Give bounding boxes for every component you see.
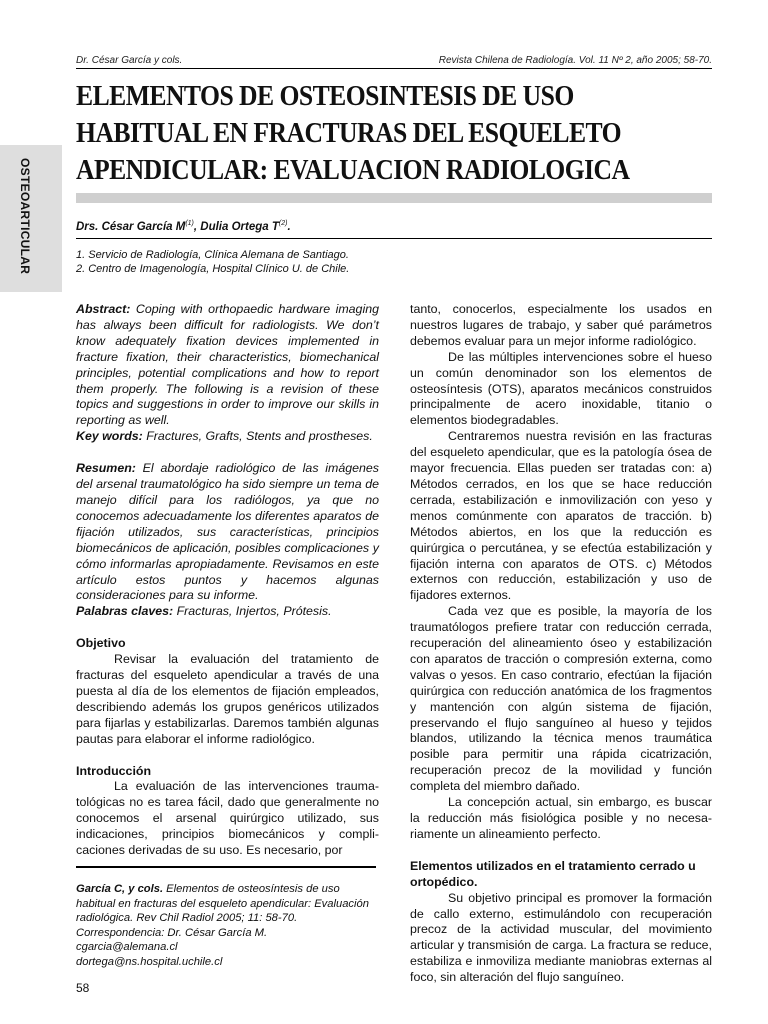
introduccion-heading: Introducción (76, 763, 152, 778)
correspondence: Correspondencia: Dr. César García M. (76, 926, 268, 939)
body-paragraph: Centraremos nuestra revisión en las fracturas del esqueleto apendicular, que es la patología ósea de mayor frecuencia. Ellas pueden ser tratadas con: a) Métodos cerrados, en los que se hace reducción cerrada, estabilización e inmovilización con yeso y menos comúnmente con aparatos de tracción. b) Métodos abiertos, en los que la reducción es quirúrgica o percutánea, y se efectúa estabilización y fijación interna con aparatos de OTS. c) Métodos externos con reducción, estabilización y uso de fijadores externos. (410, 429, 712, 603)
author-2: Dulia Ortega T (200, 220, 279, 233)
keywords-label: Key words: (76, 429, 143, 444)
palabras-text: Fracturas, Injertos, Prótesis. (173, 604, 332, 619)
palabras-block (76, 604, 379, 620)
article-title: ELEMENTOS DE OSTEOSINTESIS DE USO HABITUAL EN FRACTURAS DEL ESQUELETO APENDICULAR: EVALUACION RADIOLOGICA (76, 81, 630, 186)
objetivo-heading: Objetivo (76, 636, 126, 651)
abstract-label: Abstract: (76, 302, 131, 316)
resumen-block (76, 461, 379, 604)
resumen-text: El abordaje radiológico de las imágenes del arsenal traumatológico ha sido siempre un tema de manejo difícil para los radiólogos, ya que no conocemos adecuadamente los diferentes aparatos de fijación utilizados, sus características, principios biomecánicos de aplicación, posibles complicaciones y cómo informarlas apropiadamente. Revisamos en este artículo estos puntos y hacemos algunas consideraciones para su informe. (76, 461, 379, 603)
page-number: 58 (76, 981, 90, 995)
objetivo-text: Revisar la evaluación del tratamiento de fracturas del esqueleto apendicular a través de una puesta al día de los elementos de fijación empleados, describiendo además los grupos genéricos utilizados para fijarlas y estabilizarlas. Daremos también algunas pautas para elaborar el informe radiológico. (76, 652, 379, 746)
resumen-label: Resumen: (76, 461, 136, 476)
email-1: cgarcia@alemana.cl (76, 941, 178, 953)
abstract-text: Coping with orthopaedic hardware imaging has always been difficult for radiologists. We don’t know adequately fixation devices implemented in fracture fixation, their characteristics, biomechanical principles, potential complications and how to report them properly. The following is a revision of these topics and suggestions in order to improve our skills in reporting as well. (76, 302, 379, 428)
citation-text: Elementos de osteosíntesis de uso habitual en fracturas del esqueleto apendicular: Evaluación radiológica. Rev Chil Radiol 2005; 11: 58-70. (76, 883, 369, 924)
spacer (410, 843, 712, 859)
running-header-journal: Revista Chilena de Radiología. Vol. 11 Nº 2, año 2005; 58-70. (438, 55, 712, 66)
body-paragraph: Su objetivo principal es promover la formación de callo externo, estimulándolo con recuperación precoz de la actividad muscular, del movimiento articular y transmisión de carga. La fractura se reduce, estabiliza e inmoviliza mediante maniobras externas al foco, sin alteración del flujo sanguíneo. (410, 890, 712, 985)
header-rule (76, 68, 712, 69)
email-2: dortega@ns.hospital.uchile.cl (76, 955, 223, 968)
author-1-mark: (1) (185, 220, 194, 227)
body-paragraph: tanto, conocerlos, especialmente los usados en nuestros lugares de trabajo, y saber qué parámetros debemos evaluar para un mejor informe radiológico. (410, 302, 712, 348)
left-column (76, 302, 379, 859)
abstract-block (76, 302, 379, 429)
affiliation-2: 2. Centro de Imagenología, Hospital Clínico U. de Chile. (76, 263, 350, 275)
section-heading-cerrado: Elementos utilizados en el tratamiento cerrado u ortopédico. (410, 858, 696, 889)
right-column (410, 302, 712, 986)
affiliation-1: 1. Servicio de Radiología, Clínica Alemana de Santiago. (76, 249, 349, 261)
citation (76, 882, 380, 926)
authors-rule (76, 238, 712, 239)
body-paragraph: De las múltiples intervenciones sobre el hueso un común denominador son los elementos de osteosíntesis (OTS), aparatos mecánicos construidos principalmente de acero inoxidable, titanio o elementos biodegradables. (410, 349, 712, 428)
body-paragraph: La concepción actual, sin embargo, es buscar la reducción más fisiológica posible y no necesa-riamente un alineamiento perfecto. (410, 795, 712, 841)
spacer (76, 748, 379, 764)
citation-authors: García C, y cols. (76, 883, 164, 895)
author-line (76, 220, 291, 233)
introduccion-text: La evaluación de las intervenciones trauma-tológicas no es tarea fácil, dado que generalmente no conocemos el arsenal quirúrgico utilizado, sus indicaciones, principios biomecánicos y compli-caciones derivadas de su uso. Es necesario, por (76, 779, 379, 858)
footnote-rule (76, 866, 376, 868)
author-separator: , (193, 220, 201, 233)
body-paragraph: Cada vez que es posible, la mayoría de los traumatólogos prefiere tratar con reducción cerrada, recuperación del alineamiento óseo y estabilización con aparatos de tracción o compresión externa, como valvas o yesos. En caso contrario, efectúan la fijación quirúrgica con reducción anatómica de los fragmentos y mantención con algún sistema de fijación, preservando el flujo sanguíneo al hueso y tejidos blandos, utilizando la técnica menos traumática posible para permitir una rápida cicatrización, recuperación precoz de la movilidad y función completa del miembro dañado. (410, 604, 712, 794)
spacer (76, 445, 379, 461)
author-1: Drs. César García M (76, 220, 186, 233)
running-header-author: Dr. César García y cols. (76, 55, 183, 66)
author-2-mark: (2) (278, 220, 288, 227)
spacer (76, 620, 379, 636)
keywords-block (76, 429, 379, 445)
side-tab-label: OSTEOARTICULAR (18, 158, 32, 275)
section-side-tab (0, 145, 62, 292)
author-line-end: . (287, 220, 291, 233)
citation-footnote (76, 882, 380, 969)
keywords-text: Fractures, Grafts, Stents and prostheses. (142, 429, 373, 444)
title-divider-band (76, 193, 712, 203)
palabras-label: Palabras claves: (76, 604, 174, 619)
